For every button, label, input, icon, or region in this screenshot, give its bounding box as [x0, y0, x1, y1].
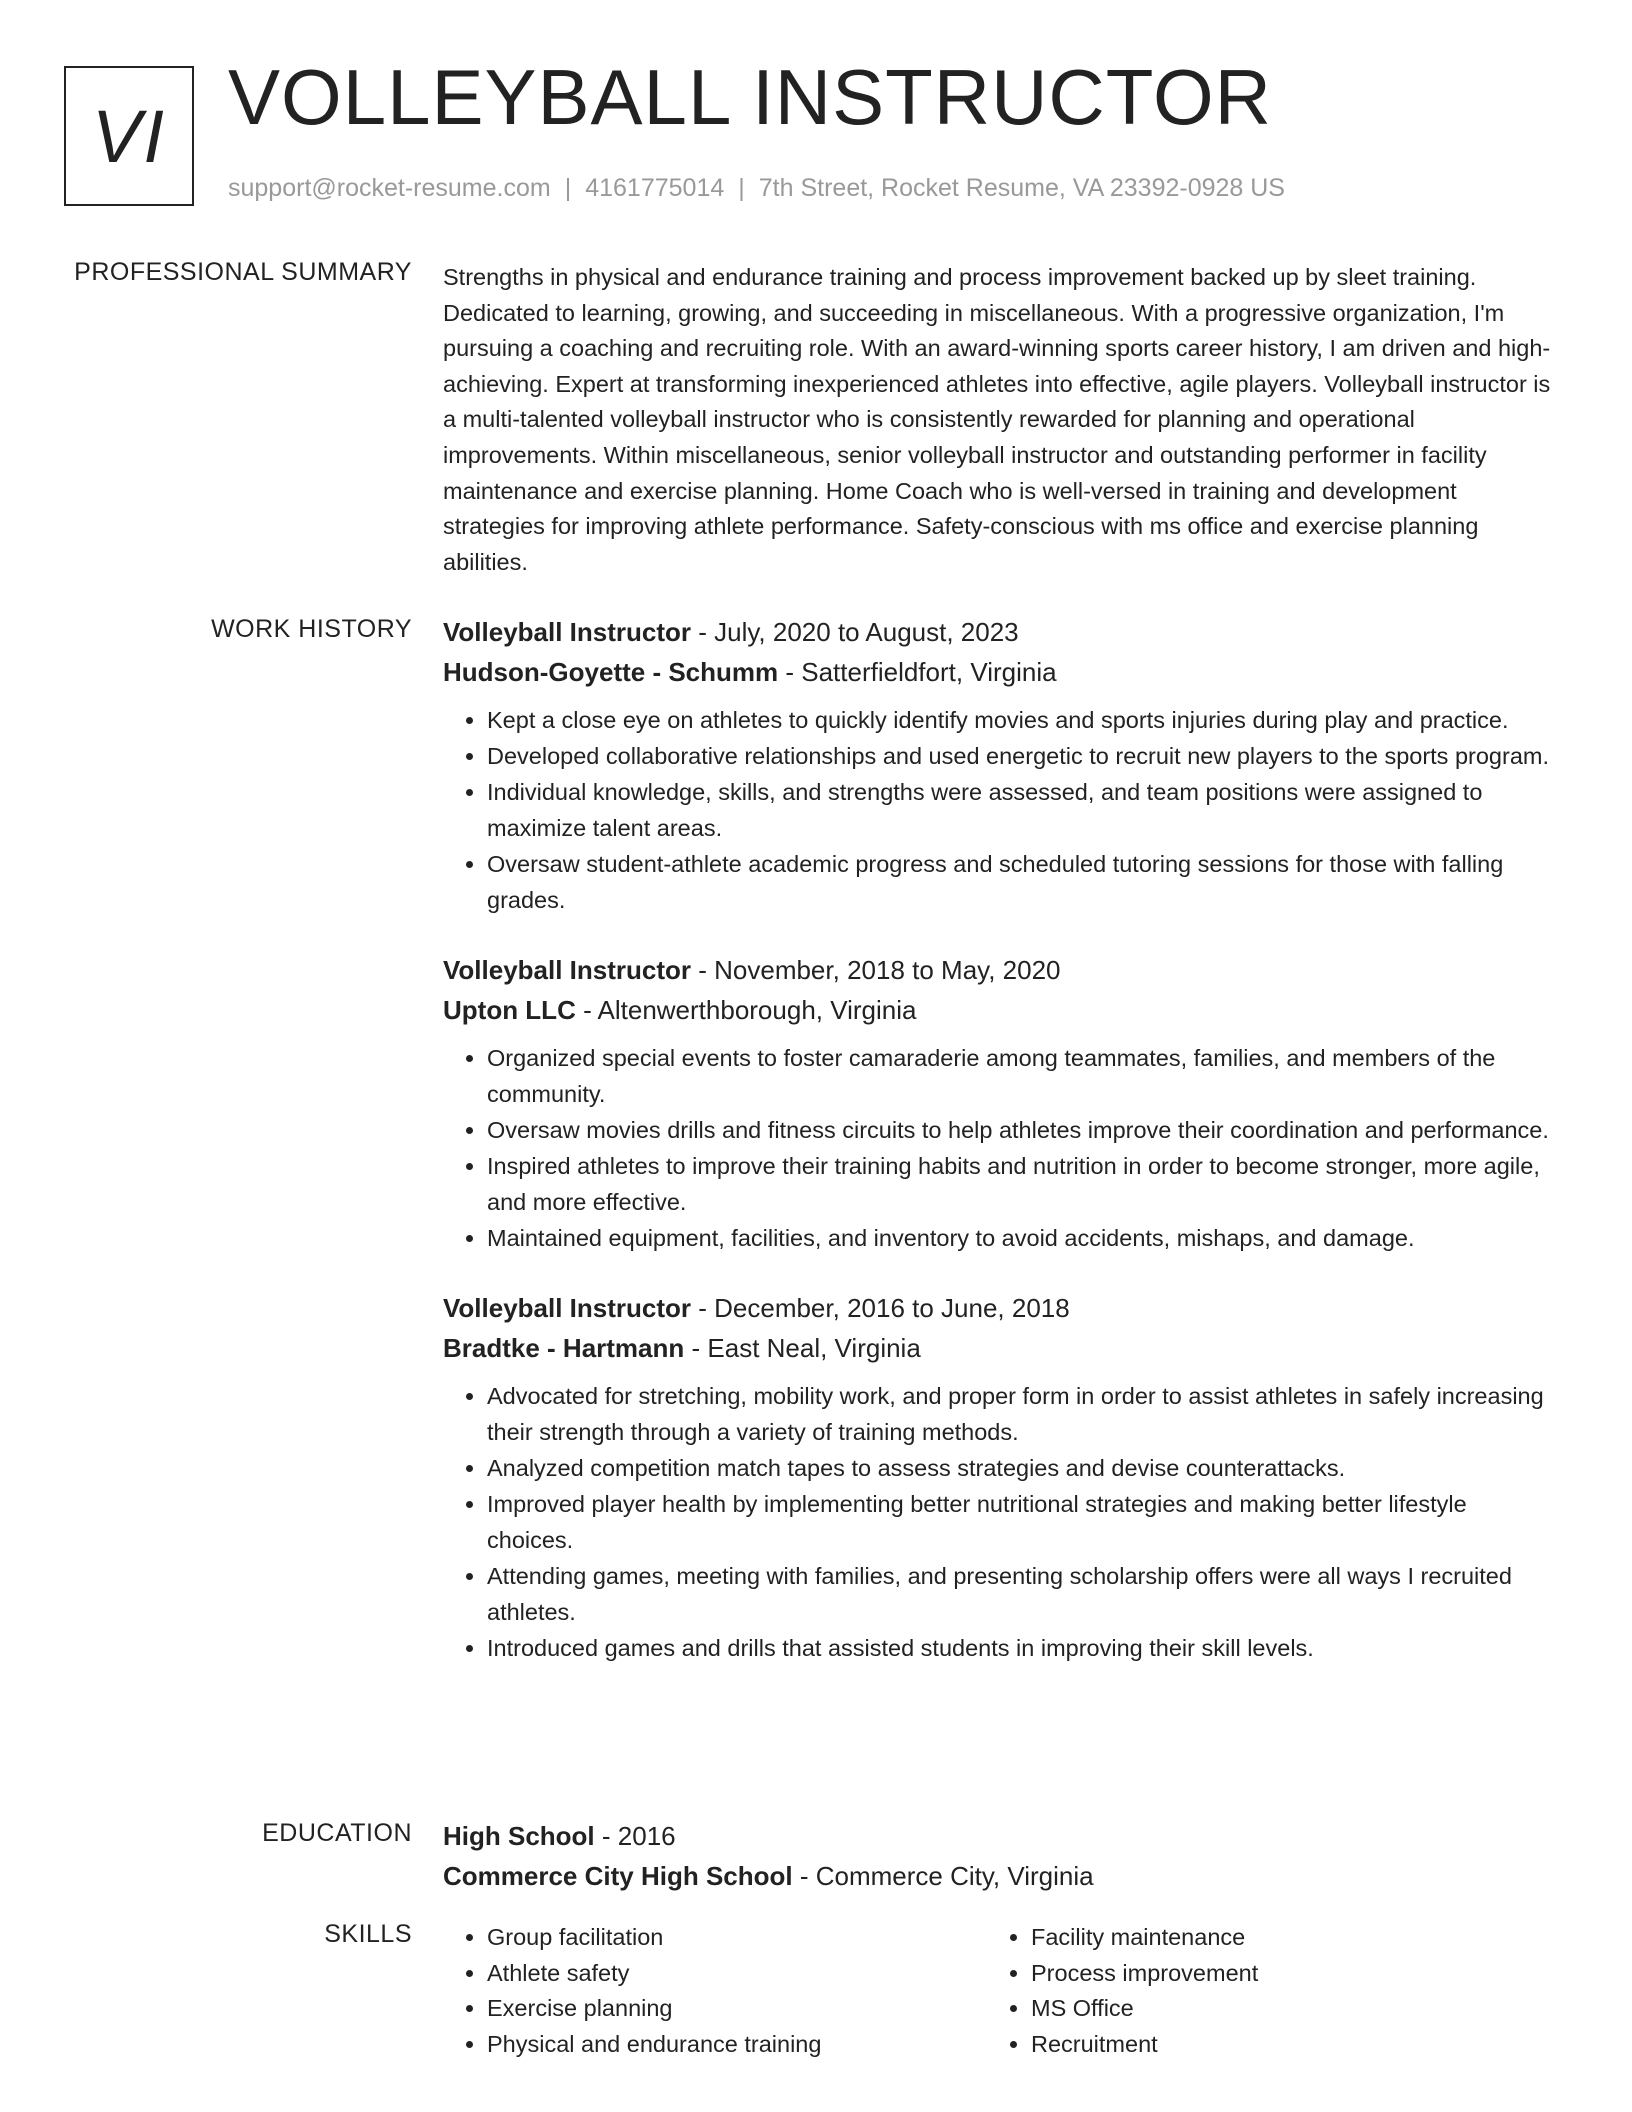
job-bullet: • Inspired athletes to improve their training habits and nutrition in order to become stronger, more agile, and more effective. — [487, 1148, 1553, 1220]
job-dates: - November, 2018 to May, 2020 — [691, 955, 1061, 985]
section-label-work: WORK HISTORY — [211, 615, 412, 643]
job-company: Bradtke - Hartmann — [443, 1333, 685, 1363]
job-bullet-list — [443, 702, 1553, 918]
job-title-line — [443, 1288, 1553, 1328]
skill-item: • Group facilitation — [487, 1920, 987, 1956]
job-bullet: • Advocated for stretching, mobility work, and proper form in order to assist athletes in safely increasing their strength through a variety of training methods. — [487, 1378, 1553, 1450]
job-title-line — [443, 950, 1553, 990]
job-title: Volleyball Instructor — [443, 617, 692, 647]
job-entry — [443, 1288, 1553, 1666]
skill-item: • Recruitment — [1031, 2027, 1531, 2063]
job-entry — [443, 950, 1553, 1256]
education-location: - Commerce City, Virginia — [792, 1861, 1094, 1891]
candidate-name: VOLLEYBALL INSTRUCTOR — [228, 53, 1272, 141]
education-school-line — [443, 1856, 1553, 1896]
skills-column-2 — [987, 1920, 1531, 2062]
education-year: - 2016 — [594, 1821, 676, 1851]
section-label-education: EDUCATION — [262, 1819, 412, 1847]
job-bullet: • Kept a close eye on athletes to quickly identify movies and sports injuries during play and practice. — [487, 702, 1553, 738]
job-company: Hudson-Goyette - Schumm — [443, 657, 779, 687]
job-bullet: • Developed collaborative relationships and used energetic to recruit new players to the sports program. — [487, 738, 1553, 774]
job-bullet-list — [443, 1378, 1553, 1666]
job-company-line — [443, 652, 1553, 692]
job-dates: - December, 2016 to June, 2018 — [691, 1293, 1070, 1323]
job-bullet: • Oversaw movies drills and fitness circuits to help athletes improve their coordination and performance. — [487, 1112, 1553, 1148]
contact-email: support@rocket-resume.com — [228, 174, 551, 202]
section-label-skills: SKILLS — [324, 1920, 412, 1948]
job-bullet: • Analyzed competition match tapes to assess strategies and devise counterattacks. — [487, 1450, 1553, 1486]
education-degree-line — [443, 1816, 1553, 1856]
contact-line — [228, 174, 1285, 203]
job-title-line — [443, 612, 1553, 652]
contact-phone: 4161775014 — [585, 174, 725, 202]
skill-item: • Exercise planning — [487, 1991, 987, 2027]
job-title: Volleyball Instructor — [443, 1293, 692, 1323]
job-location: - Satterfieldfort, Virginia — [778, 657, 1057, 687]
job-bullet: • Maintained equipment, facilities, and inventory to avoid accidents, mishaps, and damage. — [487, 1220, 1553, 1256]
contact-separator: | — [738, 174, 745, 202]
job-location: - East Neal, Virginia — [684, 1333, 921, 1363]
skill-item: • MS Office — [1031, 1991, 1531, 2027]
job-list — [443, 612, 1553, 1698]
skill-item: • Athlete safety — [487, 1956, 987, 1992]
job-bullet: • Improved player health by implementing better nutritional strategies and making better lifestyle choices. — [487, 1486, 1553, 1558]
job-entry — [443, 612, 1553, 918]
skill-item: • Physical and endurance training — [487, 2027, 987, 2063]
skills-column-1 — [443, 1920, 987, 2062]
summary-text: Strengths in physical and endurance training and process improvement backed up by sleet training. Dedicated to learning, growing, and succeeding in miscellaneous. With a progressive organization, I'm pursuing a coaching and recruiting role. With an award-winning sports career history, I am driven and high-achieving. Expert at transforming inexperienced athletes into effective, agile players. Volleyball instructor is a multi-talented volleyball instructor who is consistently rewarded for planning and operational improvements. Within miscellaneous, senior volleyball instructor and outstanding performer in facility maintenance and exercise planning. Home Coach who is well-versed in training and development strategies for improving athlete performance. Safety-conscious with ms office and exercise planning abilities. — [443, 264, 1551, 575]
contact-address: 7th Street, Rocket Resume, VA 23392-0928 US — [758, 174, 1285, 202]
monogram-logo: VI — [64, 66, 194, 206]
contact-separator: | — [564, 174, 572, 202]
education-degree: High School — [443, 1821, 595, 1851]
job-location: - Altenwerthborough, Virginia — [575, 995, 917, 1025]
job-bullet: • Introduced games and drills that assisted students in improving their skill levels. — [487, 1630, 1553, 1666]
job-bullet: • Attending games, meeting with families, and presenting scholarship offers were all ways I recruited athletes. — [487, 1558, 1553, 1630]
job-bullet: • Individual knowledge, skills, and strengths were assessed, and team positions were assigned to maximize talent areas. — [487, 774, 1553, 846]
job-bullet: • Oversaw student-athlete academic progress and scheduled tutoring sessions for those with falling grades. — [487, 846, 1553, 918]
job-bullet: • Organized special events to foster camaraderie among teammates, families, and members of the community. — [487, 1040, 1553, 1112]
job-title: Volleyball Instructor — [443, 955, 692, 985]
job-bullet-list — [443, 1040, 1553, 1256]
skill-item: • Facility maintenance — [1031, 1920, 1531, 1956]
skill-item: • Process improvement — [1031, 1956, 1531, 1992]
job-company-line — [443, 990, 1553, 1030]
section-label-summary: PROFESSIONAL SUMMARY — [74, 258, 412, 286]
job-dates: - July, 2020 to August, 2023 — [691, 617, 1019, 647]
job-company-line — [443, 1328, 1553, 1368]
education-school: Commerce City High School — [443, 1861, 793, 1891]
job-company: Upton LLC — [443, 995, 576, 1025]
